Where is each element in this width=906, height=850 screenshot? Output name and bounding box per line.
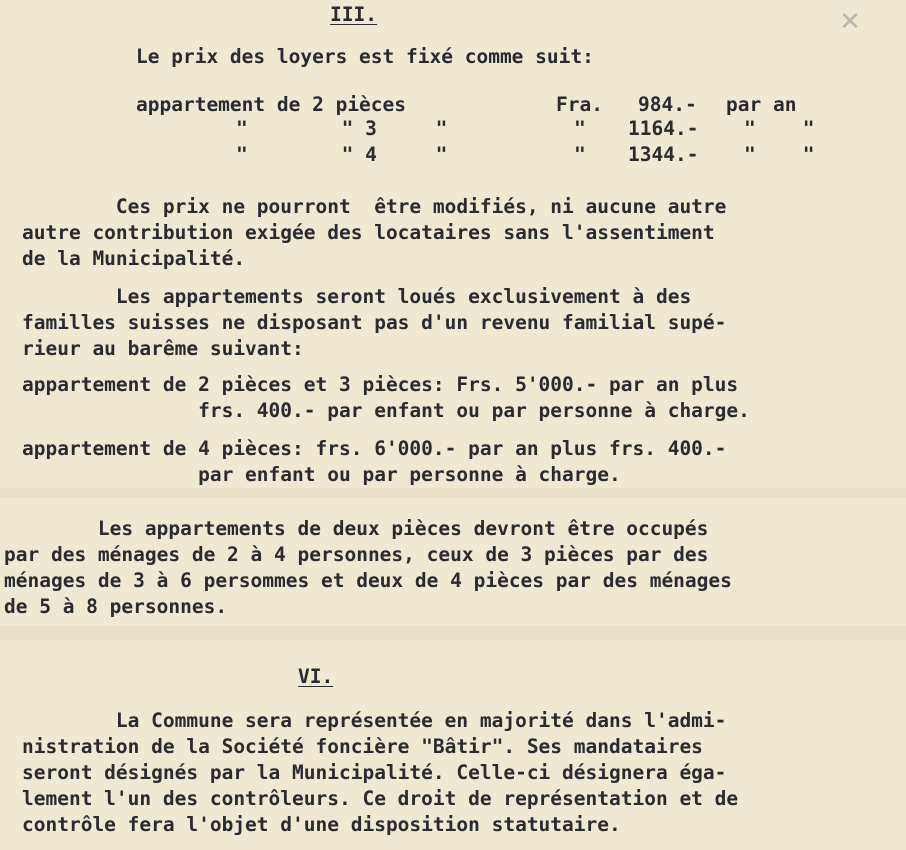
commune-paragraph-line-3: seront désignés par la Municipalité. Celle-ci désignera éga- [22,761,727,784]
section-6-heading: VI. [298,665,334,688]
commune-paragraph-line-5: contrôle fera l'objet d'une disposition statutaire. [22,813,621,836]
occupancy-line-4: de 5 à 8 personnes. [4,595,228,618]
occupancy-line-2: par des ménages de 2 à 4 personnes, ceux de 3 pièces par des [4,543,709,566]
tenants-paragraph-line-1: Les appartements seront loués exclusivement à des [22,285,692,308]
prices-paragraph-line-2: autre contribution exigée des locataires sans l'assentiment [22,221,715,244]
income-scale-2-3-rooms-line-1: appartement de 2 pièces et 3 pièces: Frs. 5'000.- par an plus [22,373,739,396]
occupancy-line-3: ménages de 3 à 6 persommes et deux de 4 pièces par des ménages [4,569,732,592]
rent-row-3-currency: " [574,143,586,166]
commune-paragraph-line-1: La Commune sera représentée en majorité dans l'admi- [22,709,727,732]
margin-cross-mark: ✕ [839,7,861,37]
tenants-paragraph-line-3: rieur au barême suivant: [22,337,304,360]
commune-paragraph-line-4: lement l'un des contrôleurs. Ce droit de représentation et de [22,787,739,810]
rent-row-3-label: " " 4 " [236,143,448,166]
rent-row-1-label: appartement de 2 pièces [136,93,407,116]
prices-paragraph-line-1: Ces prix ne pourront être modifiés, ni aucune autre [22,195,727,218]
income-scale-4-rooms-line-2: par enfant ou par personne à charge. [22,463,621,486]
rent-row-3-period: " " [744,143,815,166]
rent-row-3-amount: 1344.- [628,143,699,166]
section-3-intro: Le prix des loyers est fixé comme suit: [136,45,594,68]
income-scale-2-3-rooms-line-2: frs. 400.- par enfant ou par personne à charge. [22,399,750,422]
rent-row-2-amount: 1164.- [628,117,699,140]
rent-row-1-currency: Fra. [556,93,603,116]
income-scale-4-rooms-line-1: appartement de 4 pièces: frs. 6'000.- par an plus frs. 400.- [22,437,727,460]
rent-row-2-label: " " 3 " [236,117,448,140]
occupancy-line-1: Les appartements de deux pièces devront être occupés [4,517,709,540]
rent-row-2-currency: " [574,117,586,140]
rent-row-1-period: par an [726,93,797,116]
tenants-paragraph-line-2: familles suisses ne disposant pas d'un revenu familial supé- [22,311,727,334]
rent-row-2-period: " " [744,117,815,140]
prices-paragraph-line-3: de la Municipalité. [22,247,246,270]
section-3-heading: III. [330,3,377,26]
rent-row-1-amount: 984.- [638,93,697,116]
commune-paragraph-line-2: nistration de la Société foncière "Bâtir". Ses mandataires [22,735,703,758]
